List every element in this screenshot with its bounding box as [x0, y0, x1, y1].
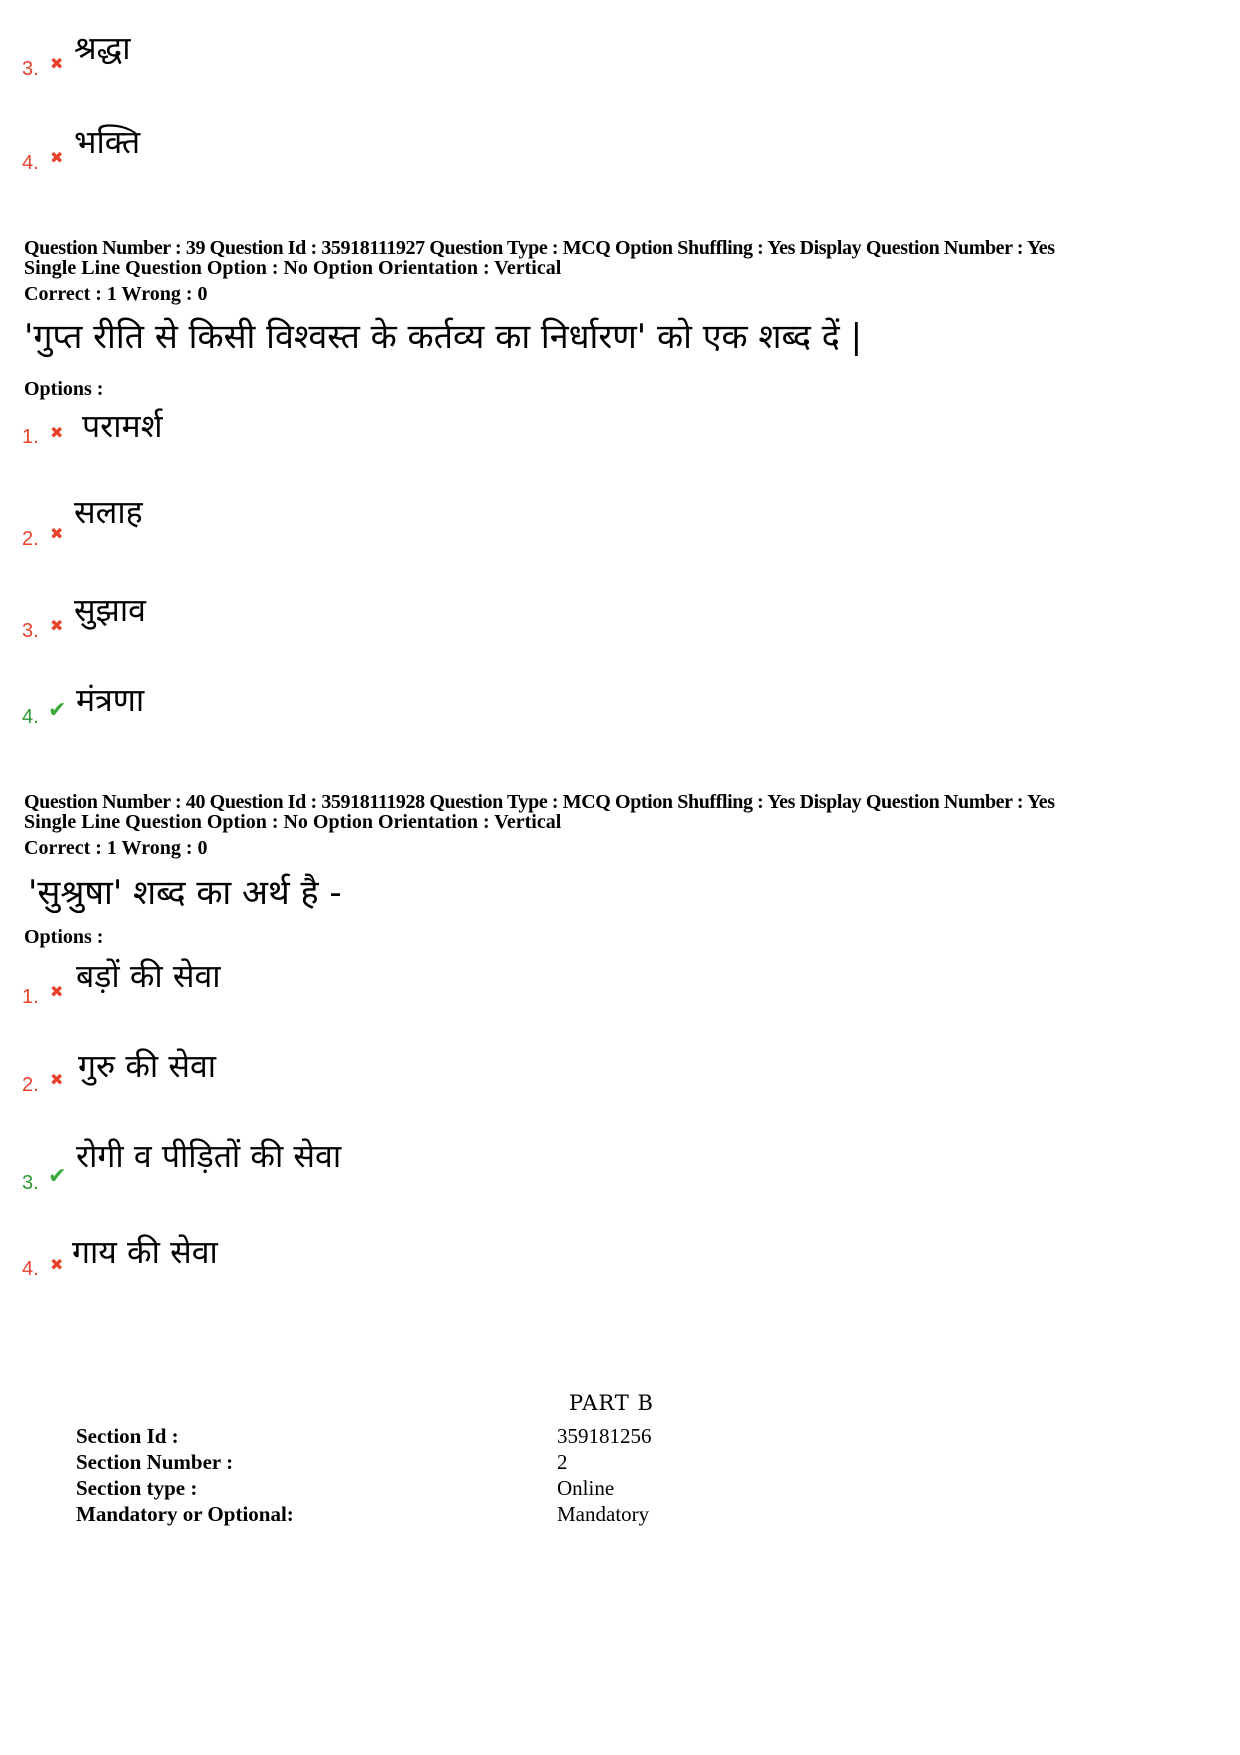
cross-icon: ✖: [50, 148, 64, 167]
option-text: गाय की सेवा: [72, 1233, 218, 1271]
q40-marks: Correct : 1 Wrong : 0: [24, 837, 208, 859]
cross-icon: ✖: [50, 54, 64, 73]
section-id-value: 359181256: [557, 1424, 652, 1448]
section-id-label: Section Id :: [76, 1424, 179, 1448]
mandatory-value: Mandatory: [557, 1502, 650, 1526]
option-text: परामर्श: [82, 407, 163, 445]
q40-options-label: Options :: [24, 926, 104, 948]
cross-icon: ✖: [50, 1255, 64, 1274]
q40-meta-line1: Question Number : 40 Question Id : 35918111928 Question Type : MCQ Option Shuffling : Yes Display Question Number : Yes: [24, 791, 1055, 813]
option-text: बड़ों की सेवा: [76, 957, 221, 995]
cross-icon: ✖: [50, 616, 64, 635]
option-number: 3.: [22, 620, 39, 642]
option-number: 1.: [22, 986, 39, 1008]
cross-icon: ✖: [50, 1070, 64, 1089]
cross-icon: ✖: [50, 524, 64, 543]
section-type-value: Online: [557, 1476, 615, 1500]
option-number: 4.: [22, 706, 39, 728]
option-number: 4.: [22, 1258, 39, 1280]
option-number: 2.: [22, 528, 39, 550]
section-number-label: Section Number :: [76, 1450, 234, 1474]
section-number-value: 2: [557, 1450, 568, 1474]
q40-question-text: 'सुश्रुषा' शब्द का अर्थ है -: [28, 873, 342, 913]
q39-options-label: Options :: [24, 378, 104, 400]
section-type-label: Section type :: [76, 1476, 198, 1500]
checkmark-icon: ✔: [48, 698, 67, 723]
q40-meta-line2: Single Line Question Option : No Option Orientation : Vertical: [24, 811, 562, 833]
option-text: सुझाव: [74, 591, 146, 629]
q39-marks: Correct : 1 Wrong : 0: [24, 283, 208, 305]
q39-meta-line1: Question Number : 39 Question Id : 35918111927 Question Type : MCQ Option Shuffling : Yes Display Question Number : Yes: [24, 237, 1055, 259]
cross-icon: ✖: [50, 423, 64, 442]
q39-question-text: 'गुप्त रीति से किसी विश्वस्त के कर्तव्य का निर्धारण' को एक शब्द दें |: [24, 317, 863, 357]
checkmark-icon: ✔: [48, 1164, 67, 1189]
option-text: मंत्रणा: [76, 681, 145, 719]
cross-icon: ✖: [50, 982, 64, 1001]
option-text: श्रद्धा: [74, 29, 131, 67]
option-text: रोगी व पीड़ितों की सेवा: [76, 1137, 342, 1175]
option-number: 3.: [22, 58, 39, 80]
option-number: 2.: [22, 1074, 39, 1096]
option-text: गुरु की सेवा: [78, 1047, 217, 1085]
option-text: सलाह: [74, 493, 143, 531]
option-number: 3.: [22, 1172, 39, 1194]
mandatory-label: Mandatory or Optional:: [76, 1502, 294, 1526]
option-number: 1.: [22, 426, 39, 448]
option-text: भक्ति: [74, 123, 141, 161]
q39-meta-line2: Single Line Question Option : No Option Orientation : Vertical: [24, 257, 562, 279]
part-title: PART B: [569, 1391, 654, 1415]
option-number: 4.: [22, 152, 39, 174]
